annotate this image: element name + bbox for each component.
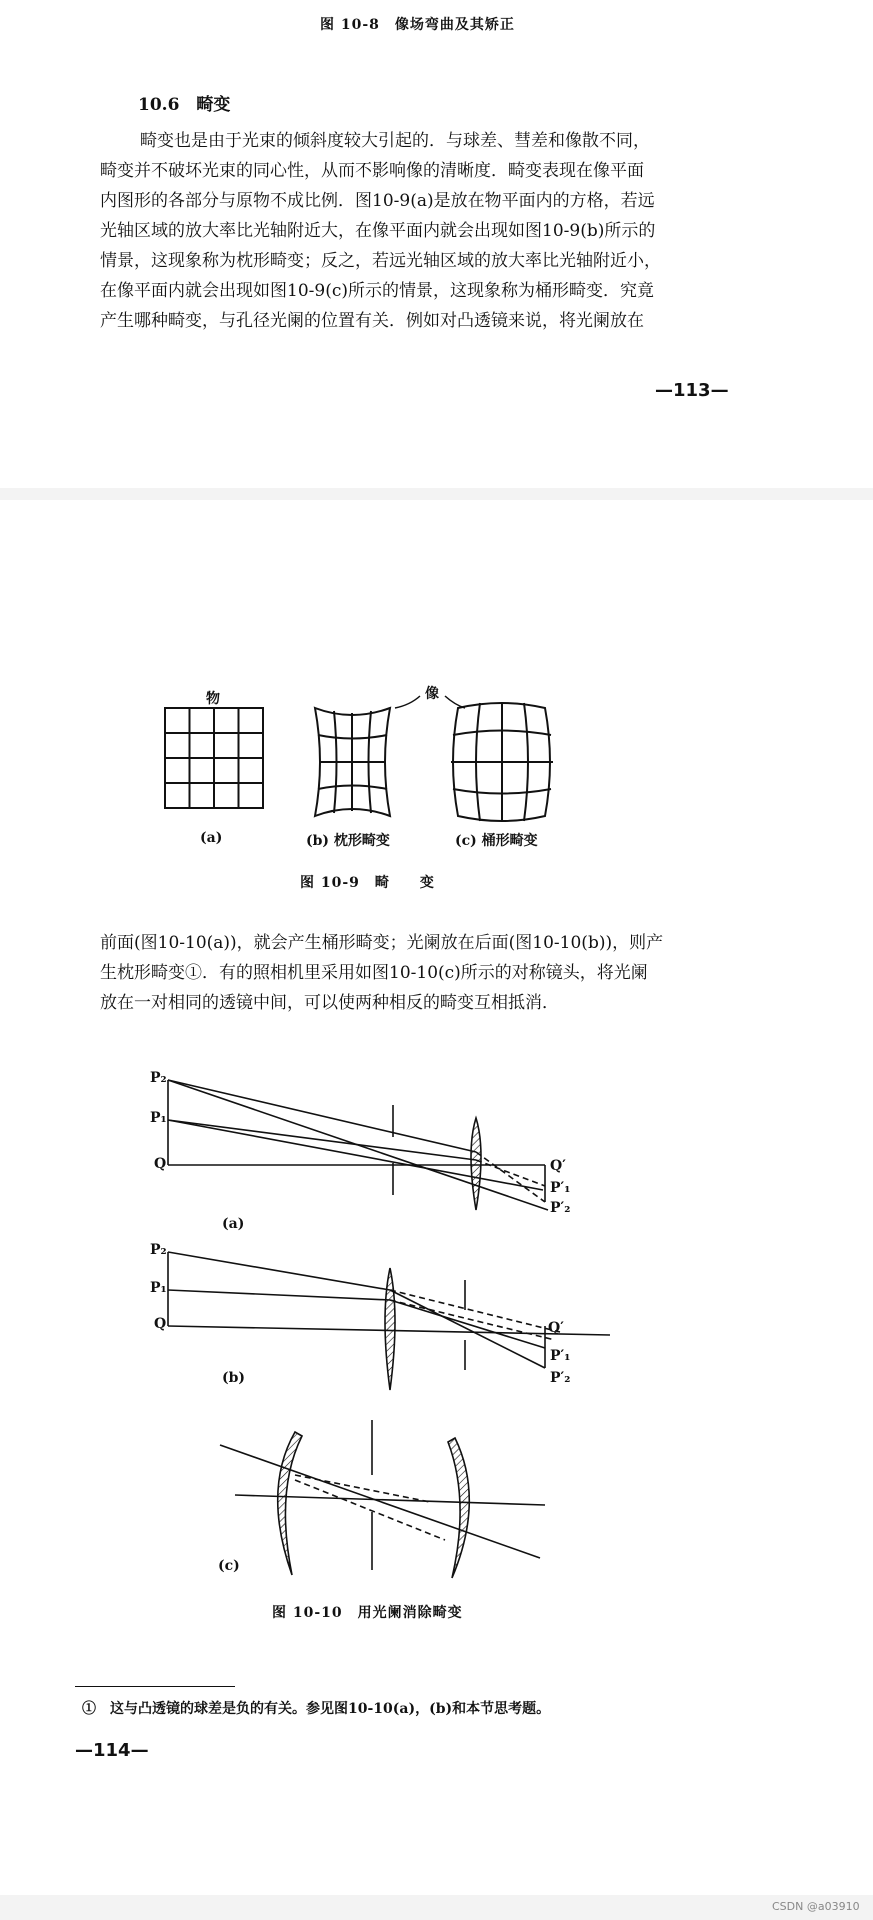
diagram-c (220, 1420, 545, 1578)
text-line: 内图形的各部分与原物不成比例．图10-9(a)是放在物平面内的方格，若远 (100, 191, 655, 211)
footnote-rule (75, 1686, 235, 1687)
page-number: —114— (75, 1740, 149, 1761)
tag-a: (a) (222, 1216, 245, 1232)
diagram-a (168, 1080, 548, 1210)
label-c: (c) 桶形畸变 (455, 833, 538, 849)
text-line: 放在一对相同的透镜中间，可以使两种相反的畸变互相抵消． (100, 993, 559, 1013)
label-p2: P₂ (150, 1070, 167, 1086)
footnote: ① 这与凸透镜的球差是负的有关。参见图10-10(a)，(b)和本节思考题。 (82, 1701, 551, 1717)
label-q: Q (154, 1156, 167, 1172)
label-q-prime: Q′ (548, 1320, 564, 1336)
label-p2-prime: P′₂ (550, 1370, 571, 1386)
tag-b: (b) (222, 1370, 246, 1386)
label-p1: P₁ (150, 1280, 167, 1296)
label-p1-prime: P′₁ (550, 1348, 571, 1364)
paragraph-distortion-intro (100, 126, 661, 336)
label-p1: P₁ (150, 1110, 167, 1126)
text-line: 产生哪种畸变，与孔径光阑的位置有关．例如对凸透镜来说，将光阑放在 (100, 311, 644, 331)
label-q: Q (154, 1316, 167, 1332)
page-114 (0, 500, 873, 1895)
label-q-prime: Q′ (550, 1158, 566, 1174)
text-line: 在像平面内就会出现如图10-9(c)所示的情景，这现象称为桶形畸变．究竟 (100, 281, 654, 301)
text-line: 前面(图10-10(a))，就会产生桶形畸变；光阑放在后面(图10-10(b))，则产 (100, 933, 664, 953)
section-heading: 10.6 畸变 (138, 95, 231, 115)
watermark: CSDN @a03910 (772, 1900, 860, 1913)
page-113 (0, 0, 873, 488)
object-label: 物 (206, 691, 220, 707)
text-line: 生枕形畸变①．有的照相机里采用如图10-10(c)所示的对称镜头，将光阑 (100, 963, 648, 983)
text-line: 畸变也是由于光束的倾斜度较大引起的．与球差、彗差和像散不同， (140, 131, 650, 151)
label-p2-prime: P′₂ (550, 1200, 571, 1216)
label-a: (a) (200, 830, 223, 846)
page-number: —113— (655, 380, 729, 401)
label-b: (b) 枕形畸变 (306, 833, 390, 849)
text-line: 畸变并不破坏光束的同心性，从而不影响像的清晰度．畸变表现在像平面 (100, 161, 644, 181)
label-p2: P₂ (150, 1242, 167, 1258)
tag-c: (c) (218, 1558, 240, 1574)
label-p1-prime: P′₁ (550, 1180, 571, 1196)
text-line: 情景，这现象称为枕形畸变；反之，若远光轴区域的放大率比光轴附近小， (100, 251, 661, 271)
figure-caption-10-8: 图 10-8 像场弯曲及其矫正 (320, 17, 515, 33)
figure-caption-10-9: 图 10-9 畸 变 (300, 875, 435, 891)
image-label: 像 (425, 686, 439, 702)
text-line: 光轴区域的放大率比光轴附近大，在像平面内就会出现如图10-9(b)所示的 (100, 221, 656, 241)
figure-caption-10-10: 图 10-10 用光阑消除畸变 (272, 1605, 463, 1621)
